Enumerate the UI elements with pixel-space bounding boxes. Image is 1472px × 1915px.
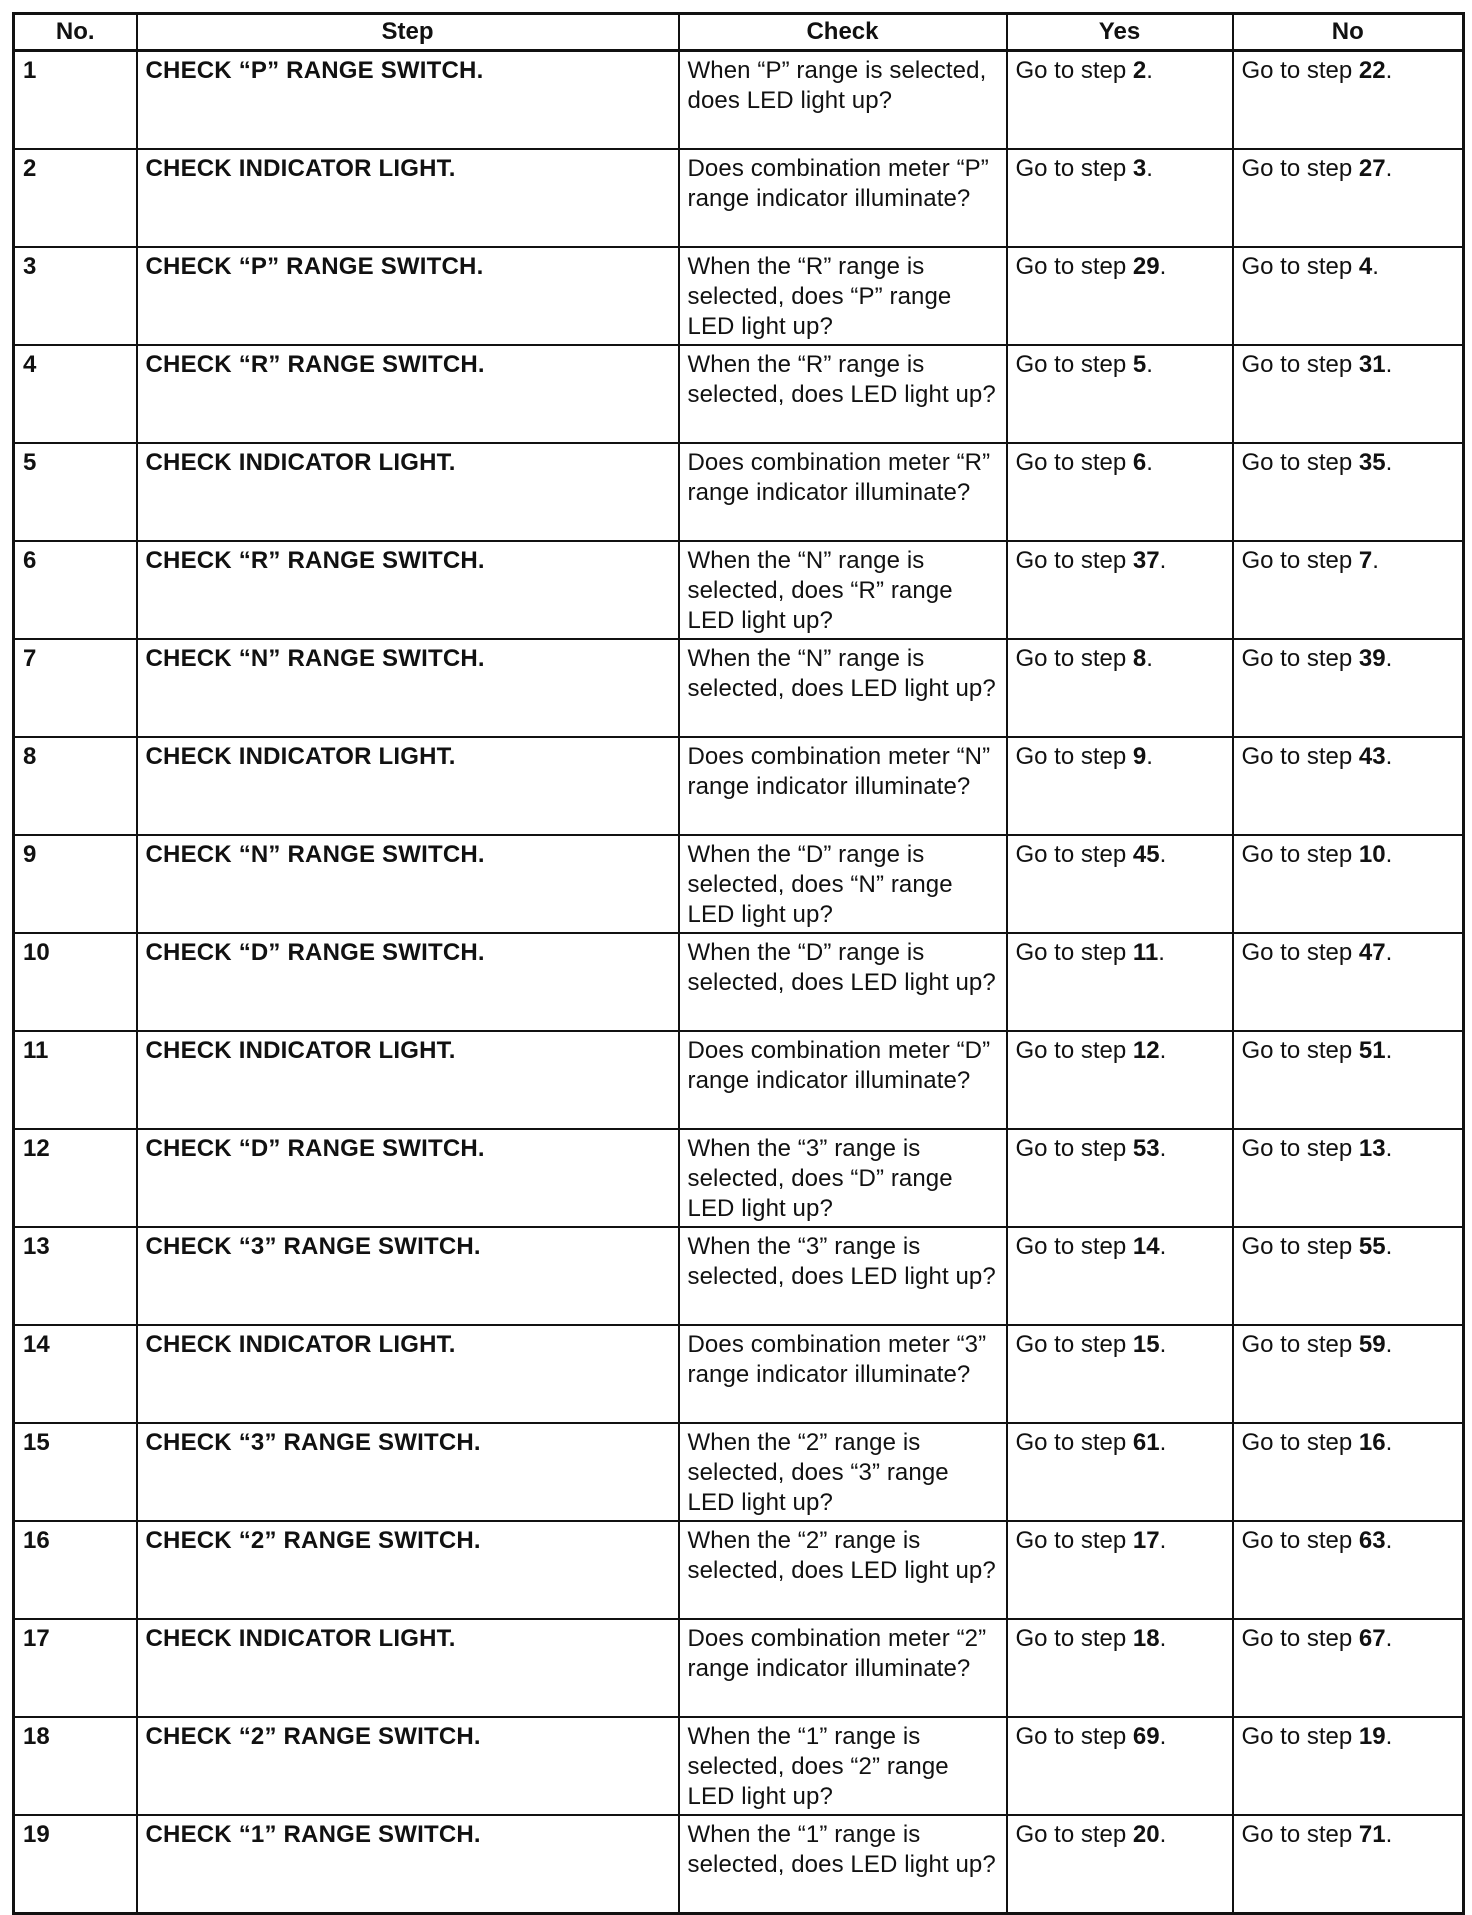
yes-target-step: 53 <box>1132 1135 1160 1162</box>
no-action: Go to step 10. <box>1233 835 1464 933</box>
no-action: Go to step 67. <box>1233 1619 1464 1717</box>
goto-prefix: Go to step <box>1241 1429 1353 1456</box>
no-action: Go to step 22. <box>1233 51 1464 150</box>
no-target-step: 16 <box>1358 1429 1386 1456</box>
table-row <box>14 639 1464 737</box>
table-row <box>14 1521 1464 1619</box>
yes-action: Go to step 18. <box>1007 1619 1233 1717</box>
no-action: Go to step 47. <box>1233 933 1464 1031</box>
table-row <box>14 541 1464 639</box>
no-action: Go to step 71. <box>1233 1815 1464 1914</box>
check-question: When the “R” range is selected, does LED light up? <box>679 345 1007 443</box>
goto-prefix: Go to step <box>1241 155 1353 182</box>
yes-target-step: 5 <box>1132 351 1147 378</box>
check-question: When the “3” range is selected, does LED light up? <box>679 1227 1007 1325</box>
goto-prefix: Go to step <box>1241 1821 1353 1848</box>
goto-prefix: Go to step <box>1241 1135 1353 1162</box>
no-target-step: 63 <box>1358 1527 1386 1554</box>
yes-action: Go to step 14. <box>1007 1227 1233 1325</box>
header-step: Step <box>137 14 679 51</box>
table-row <box>14 1717 1464 1815</box>
check-question: Does combination meter “N” range indicator illuminate? <box>679 737 1007 835</box>
diagnostic-document <box>12 12 1462 1878</box>
check-question: When the “N” range is selected, does LED light up? <box>679 639 1007 737</box>
goto-prefix: Go to step <box>1015 1527 1127 1554</box>
no-target-step: 19 <box>1358 1723 1386 1750</box>
table-row <box>14 247 1464 345</box>
yes-target-step: 3 <box>1132 155 1147 182</box>
goto-prefix: Go to step <box>1015 1135 1127 1162</box>
table-row <box>14 1325 1464 1423</box>
yes-action: Go to step 2. <box>1007 51 1233 150</box>
no-action: Go to step 19. <box>1233 1717 1464 1815</box>
step-title: CHECK “N” RANGE SWITCH. <box>137 639 679 737</box>
goto-prefix: Go to step <box>1241 743 1353 770</box>
goto-prefix: Go to step <box>1015 939 1127 966</box>
header-no: No. <box>14 14 137 51</box>
step-number: 6 <box>14 541 137 639</box>
step-title: CHECK INDICATOR LIGHT. <box>137 1031 679 1129</box>
step-title: CHECK “P” RANGE SWITCH. <box>137 51 679 150</box>
step-number: 14 <box>14 1325 137 1423</box>
no-target-step: 55 <box>1358 1233 1386 1260</box>
no-target-step: 27 <box>1358 155 1386 182</box>
yes-action: Go to step 6. <box>1007 443 1233 541</box>
check-question: When the “D” range is selected, does LED light up? <box>679 933 1007 1031</box>
goto-prefix: Go to step <box>1015 1233 1127 1260</box>
step-number: 17 <box>14 1619 137 1717</box>
yes-target-step: 45 <box>1132 841 1160 868</box>
check-question: Does combination meter “3” range indicator illuminate? <box>679 1325 1007 1423</box>
yes-target-step: 2 <box>1132 57 1147 84</box>
yes-target-step: 12 <box>1132 1037 1160 1064</box>
no-action: Go to step 59. <box>1233 1325 1464 1423</box>
yes-action: Go to step 3. <box>1007 149 1233 247</box>
goto-prefix: Go to step <box>1241 1037 1353 1064</box>
yes-target-step: 29 <box>1132 253 1160 280</box>
check-question: When the “D” range is selected, does “N” range LED light up? <box>679 835 1007 933</box>
table-row <box>14 835 1464 933</box>
check-question: Does combination meter “2” range indicator illuminate? <box>679 1619 1007 1717</box>
step-title: CHECK “R” RANGE SWITCH. <box>137 345 679 443</box>
no-target-step: 10 <box>1358 841 1386 868</box>
step-title: CHECK INDICATOR LIGHT. <box>137 737 679 835</box>
table-row <box>14 149 1464 247</box>
step-number: 8 <box>14 737 137 835</box>
check-question: Does combination meter “P” range indicator illuminate? <box>679 149 1007 247</box>
no-target-step: 47 <box>1358 939 1386 966</box>
no-action: Go to step 13. <box>1233 1129 1464 1227</box>
goto-prefix: Go to step <box>1241 645 1353 672</box>
no-target-step: 35 <box>1358 449 1386 476</box>
no-target-step: 39 <box>1358 645 1386 672</box>
goto-prefix: Go to step <box>1241 547 1353 574</box>
yes-target-step: 37 <box>1132 547 1160 574</box>
yes-action: Go to step 45. <box>1007 835 1233 933</box>
step-title: CHECK INDICATOR LIGHT. <box>137 149 679 247</box>
step-title: CHECK “1” RANGE SWITCH. <box>137 1815 679 1914</box>
goto-prefix: Go to step <box>1015 1625 1127 1652</box>
no-action: Go to step 51. <box>1233 1031 1464 1129</box>
goto-prefix: Go to step <box>1015 1429 1127 1456</box>
yes-action: Go to step 12. <box>1007 1031 1233 1129</box>
goto-prefix: Go to step <box>1015 351 1127 378</box>
yes-action: Go to step 53. <box>1007 1129 1233 1227</box>
yes-target-step: 11 <box>1132 939 1159 966</box>
goto-prefix: Go to step <box>1015 743 1127 770</box>
check-question: When the “2” range is selected, does “3” range LED light up? <box>679 1423 1007 1521</box>
yes-action: Go to step 9. <box>1007 737 1233 835</box>
step-number: 18 <box>14 1717 137 1815</box>
header-check: Check <box>679 14 1007 51</box>
table-row <box>14 1129 1464 1227</box>
step-title: CHECK “N” RANGE SWITCH. <box>137 835 679 933</box>
goto-prefix: Go to step <box>1241 1331 1353 1358</box>
no-target-step: 4 <box>1358 253 1373 280</box>
step-title: CHECK INDICATOR LIGHT. <box>137 1325 679 1423</box>
goto-prefix: Go to step <box>1015 253 1127 280</box>
goto-prefix: Go to step <box>1015 1723 1127 1750</box>
check-question: When the “N” range is selected, does “R” range LED light up? <box>679 541 1007 639</box>
goto-prefix: Go to step <box>1241 841 1353 868</box>
table-row <box>14 1031 1464 1129</box>
check-question: When “P” range is selected, does LED light up? <box>679 51 1007 150</box>
table-row <box>14 1815 1464 1914</box>
no-target-step: 51 <box>1358 1037 1386 1064</box>
no-target-step: 59 <box>1358 1331 1386 1358</box>
step-number: 13 <box>14 1227 137 1325</box>
no-target-step: 67 <box>1358 1625 1386 1652</box>
yes-action: Go to step 37. <box>1007 541 1233 639</box>
header-yes: Yes <box>1007 14 1233 51</box>
step-title: CHECK “2” RANGE SWITCH. <box>137 1717 679 1815</box>
step-title: CHECK “3” RANGE SWITCH. <box>137 1423 679 1521</box>
table-row <box>14 345 1464 443</box>
yes-action: Go to step 17. <box>1007 1521 1233 1619</box>
no-target-step: 71 <box>1358 1821 1386 1848</box>
check-question: When the “1” range is selected, does LED light up? <box>679 1815 1007 1914</box>
table-row <box>14 933 1464 1031</box>
step-number: 10 <box>14 933 137 1031</box>
yes-target-step: 14 <box>1132 1233 1160 1260</box>
yes-action: Go to step 69. <box>1007 1717 1233 1815</box>
goto-prefix: Go to step <box>1015 1331 1127 1358</box>
no-action: Go to step 7. <box>1233 541 1464 639</box>
step-title: CHECK INDICATOR LIGHT. <box>137 443 679 541</box>
yes-action: Go to step 11. <box>1007 933 1233 1031</box>
goto-prefix: Go to step <box>1015 449 1127 476</box>
yes-action: Go to step 8. <box>1007 639 1233 737</box>
yes-target-step: 6 <box>1132 449 1147 476</box>
check-question: When the “R” range is selected, does “P” range LED light up? <box>679 247 1007 345</box>
check-question: Does combination meter “R” range indicator illuminate? <box>679 443 1007 541</box>
step-title: CHECK INDICATOR LIGHT. <box>137 1619 679 1717</box>
step-title: CHECK “R” RANGE SWITCH. <box>137 541 679 639</box>
no-action: Go to step 4. <box>1233 247 1464 345</box>
step-number: 15 <box>14 1423 137 1521</box>
no-action: Go to step 27. <box>1233 149 1464 247</box>
no-target-step: 22 <box>1358 57 1386 84</box>
goto-prefix: Go to step <box>1241 1527 1353 1554</box>
header-row <box>14 14 1464 51</box>
table-row <box>14 51 1464 150</box>
step-number: 12 <box>14 1129 137 1227</box>
step-number: 11 <box>14 1031 137 1129</box>
no-action: Go to step 35. <box>1233 443 1464 541</box>
yes-action: Go to step 29. <box>1007 247 1233 345</box>
yes-target-step: 9 <box>1132 743 1147 770</box>
no-target-step: 31 <box>1358 351 1386 378</box>
goto-prefix: Go to step <box>1241 57 1353 84</box>
goto-prefix: Go to step <box>1015 57 1127 84</box>
step-number: 16 <box>14 1521 137 1619</box>
goto-prefix: Go to step <box>1015 841 1127 868</box>
step-title: CHECK “D” RANGE SWITCH. <box>137 933 679 1031</box>
goto-prefix: Go to step <box>1015 155 1127 182</box>
table-row <box>14 737 1464 835</box>
step-number: 9 <box>14 835 137 933</box>
goto-prefix: Go to step <box>1241 939 1353 966</box>
step-number: 1 <box>14 51 137 150</box>
step-title: CHECK “D” RANGE SWITCH. <box>137 1129 679 1227</box>
goto-prefix: Go to step <box>1015 1821 1127 1848</box>
goto-prefix: Go to step <box>1241 1233 1353 1260</box>
no-action: Go to step 63. <box>1233 1521 1464 1619</box>
no-target-step: 7 <box>1358 547 1373 574</box>
goto-prefix: Go to step <box>1241 449 1353 476</box>
table-row <box>14 1227 1464 1325</box>
no-action: Go to step 43. <box>1233 737 1464 835</box>
no-action: Go to step 39. <box>1233 639 1464 737</box>
header-no-result: No <box>1233 14 1464 51</box>
step-number: 4 <box>14 345 137 443</box>
no-target-step: 43 <box>1358 743 1386 770</box>
goto-prefix: Go to step <box>1015 1037 1127 1064</box>
no-action: Go to step 31. <box>1233 345 1464 443</box>
yes-target-step: 15 <box>1132 1331 1160 1358</box>
step-number: 7 <box>14 639 137 737</box>
yes-action: Go to step 20. <box>1007 1815 1233 1914</box>
step-title: CHECK “3” RANGE SWITCH. <box>137 1227 679 1325</box>
table-row <box>14 1619 1464 1717</box>
yes-action: Go to step 15. <box>1007 1325 1233 1423</box>
yes-target-step: 8 <box>1132 645 1147 672</box>
check-question: When the “3” range is selected, does “D” range LED light up? <box>679 1129 1007 1227</box>
no-action: Go to step 16. <box>1233 1423 1464 1521</box>
yes-target-step: 61 <box>1132 1429 1160 1456</box>
step-number: 5 <box>14 443 137 541</box>
yes-target-step: 20 <box>1132 1821 1160 1848</box>
yes-action: Go to step 61. <box>1007 1423 1233 1521</box>
no-target-step: 13 <box>1358 1135 1386 1162</box>
goto-prefix: Go to step <box>1241 351 1353 378</box>
yes-target-step: 18 <box>1132 1625 1160 1652</box>
goto-prefix: Go to step <box>1241 253 1353 280</box>
step-title: CHECK “2” RANGE SWITCH. <box>137 1521 679 1619</box>
table-header <box>14 14 1464 51</box>
step-number: 2 <box>14 149 137 247</box>
yes-action: Go to step 5. <box>1007 345 1233 443</box>
table-row <box>14 1423 1464 1521</box>
goto-prefix: Go to step <box>1015 645 1127 672</box>
goto-prefix: Go to step <box>1015 547 1127 574</box>
yes-target-step: 69 <box>1132 1723 1160 1750</box>
check-question: When the “2” range is selected, does LED light up? <box>679 1521 1007 1619</box>
step-number: 19 <box>14 1815 137 1914</box>
goto-prefix: Go to step <box>1241 1625 1353 1652</box>
table-body <box>14 51 1464 1914</box>
check-question: Does combination meter “D” range indicator illuminate? <box>679 1031 1007 1129</box>
check-question: When the “1” range is selected, does “2” range LED light up? <box>679 1717 1007 1815</box>
diagnostic-table <box>12 12 1465 1915</box>
table-row <box>14 443 1464 541</box>
yes-target-step: 17 <box>1132 1527 1160 1554</box>
step-title: CHECK “P” RANGE SWITCH. <box>137 247 679 345</box>
no-action: Go to step 55. <box>1233 1227 1464 1325</box>
goto-prefix: Go to step <box>1241 1723 1353 1750</box>
step-number: 3 <box>14 247 137 345</box>
